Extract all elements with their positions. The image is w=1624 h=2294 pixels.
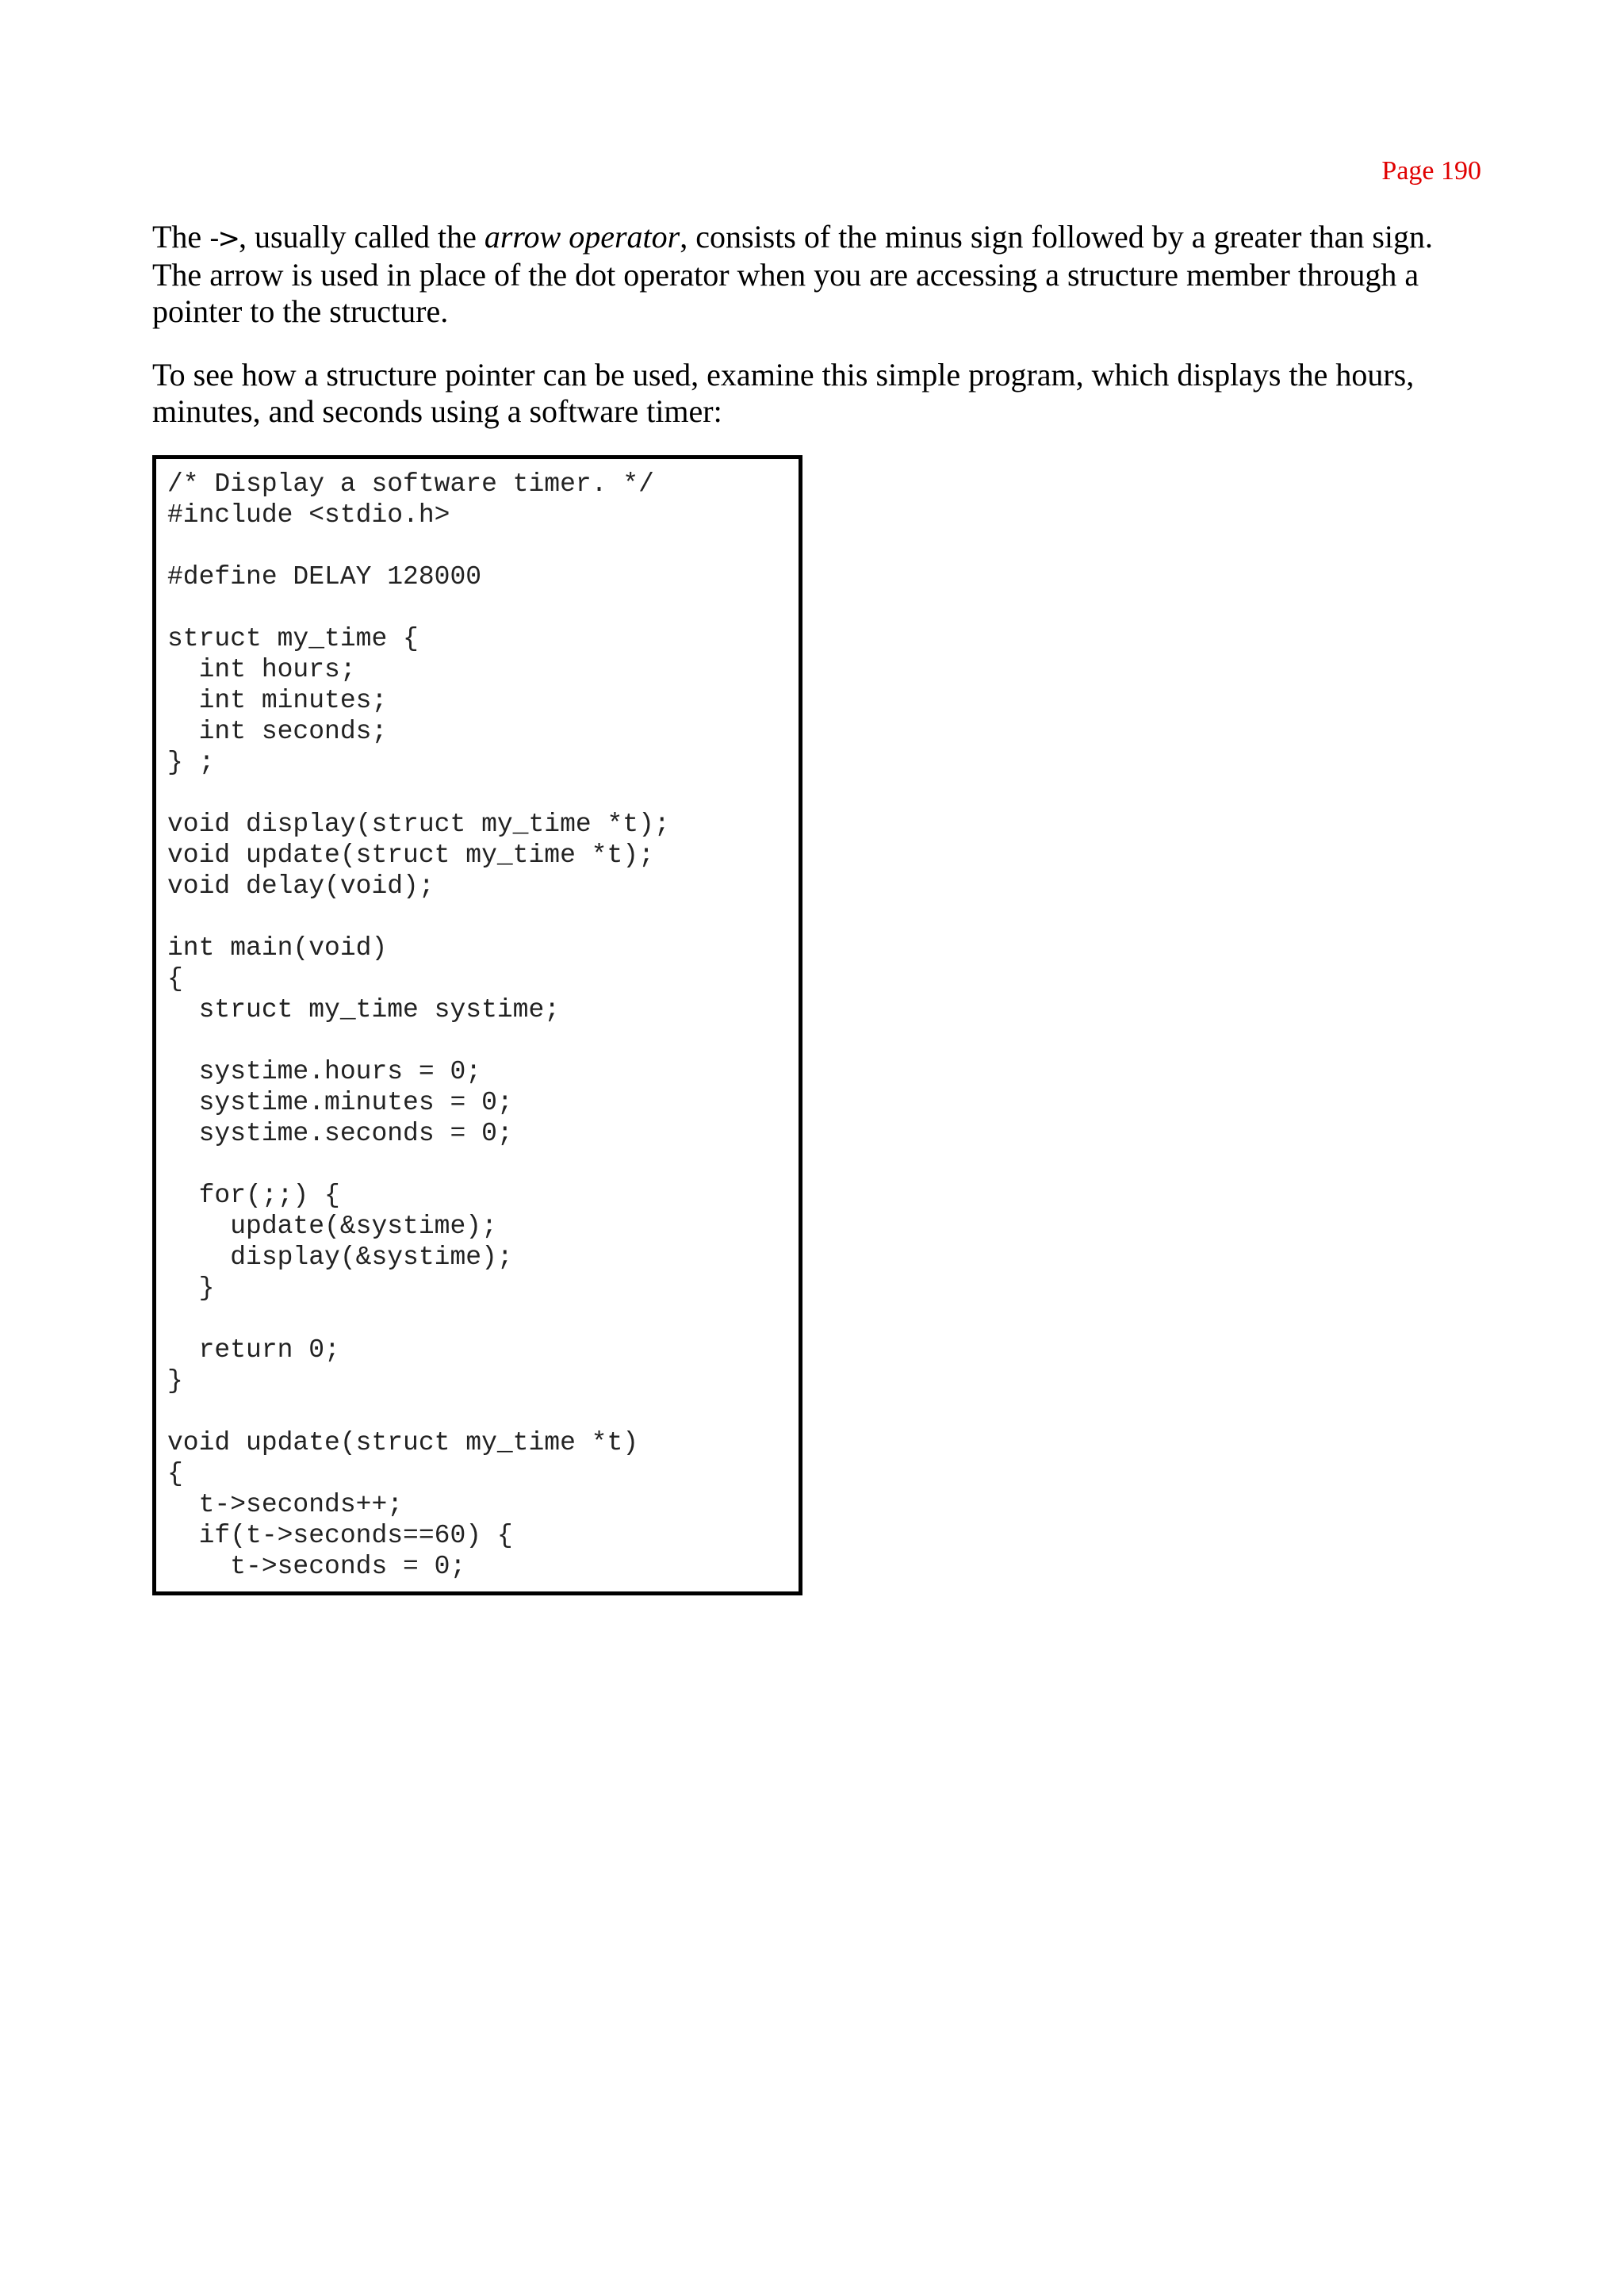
code-line	[167, 778, 789, 809]
code-line: #include <stdio.h>	[167, 500, 450, 530]
code-line	[167, 530, 789, 561]
code-line: void update(struct my_time *t)	[167, 1428, 639, 1457]
code-line	[167, 1025, 789, 1056]
code-line: {	[167, 1459, 183, 1488]
code-line	[167, 1304, 789, 1335]
code-line: void update(struct my_time *t);	[167, 841, 654, 870]
code-line: return 0;	[167, 1335, 340, 1365]
code-line: {	[167, 964, 183, 994]
paragraph-text-lead: The	[152, 219, 210, 255]
code-line: int minutes;	[167, 686, 388, 715]
code-line: struct my_time {	[167, 624, 419, 653]
code-line	[167, 902, 789, 933]
code-line: int seconds;	[167, 717, 388, 746]
code-line: t->seconds++;	[167, 1490, 404, 1519]
arrow-operator-term: arrow operator	[484, 219, 680, 255]
code-line: systime.minutes = 0;	[167, 1088, 513, 1117]
code-line	[167, 592, 789, 623]
code-line: systime.hours = 0;	[167, 1057, 482, 1086]
arrow-operator-symbol: ->	[209, 223, 239, 255]
paragraph-arrow-operator	[152, 219, 1484, 330]
code-listing	[152, 455, 802, 1595]
paragraph-structure-pointer	[152, 357, 1484, 430]
paragraph-text: To see how a structure pointer can be used, examine this simple program, which displays the hours, minutes, and seconds using a software timer:	[152, 357, 1415, 429]
code-line: for(;;) {	[167, 1181, 340, 1210]
code-line	[167, 1396, 789, 1427]
code-line: void display(struct my_time *t);	[167, 810, 670, 839]
code-line: } ;	[167, 748, 215, 777]
code-line: int hours;	[167, 655, 356, 684]
code-line: display(&systime);	[167, 1243, 513, 1272]
paragraph-text-rest: , consists of the minus sign followed by a greater than sign. The arrow is used in place of the dot operator when you are accessing a structure member through a pointer to the structure.	[152, 219, 1434, 329]
code-line: systime.seconds = 0;	[167, 1119, 513, 1148]
code-line: int main(void)	[167, 933, 388, 963]
code-line: void delay(void);	[167, 871, 435, 901]
code-line: }	[167, 1366, 183, 1396]
code-line: if(t->seconds==60) {	[167, 1521, 513, 1550]
code-line: t->seconds = 0;	[167, 1552, 466, 1581]
code-line: }	[167, 1273, 215, 1303]
code-line: #define DELAY 128000	[167, 562, 482, 592]
code-line	[167, 1149, 789, 1180]
paragraph-text-mid: , usually called the	[238, 219, 485, 255]
code-line: struct my_time systime;	[167, 995, 561, 1024]
code-line: update(&systime);	[167, 1212, 497, 1241]
code-line: /* Display a software timer. */	[167, 469, 654, 499]
page-number: Page 190	[1381, 156, 1481, 186]
